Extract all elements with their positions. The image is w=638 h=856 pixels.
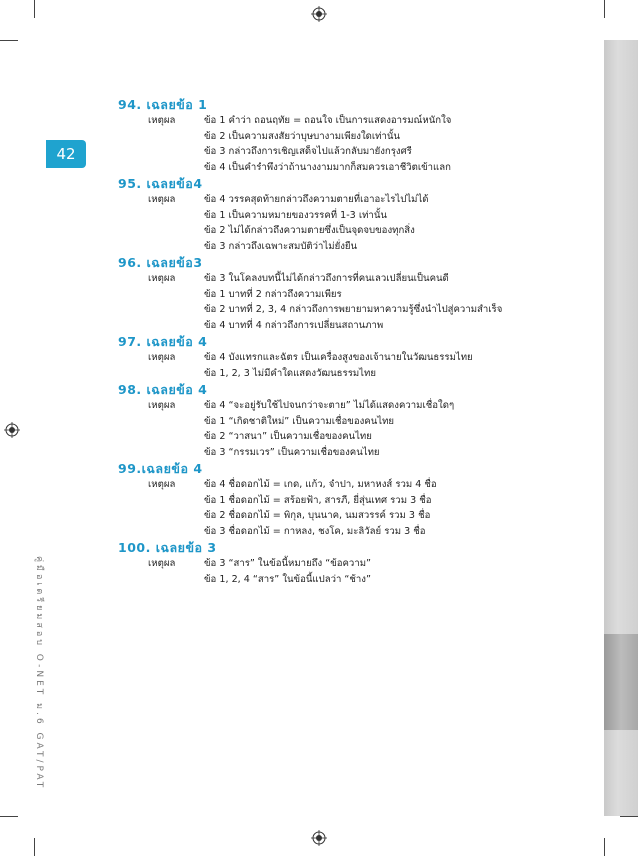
reason-label: เหตุผล bbox=[148, 273, 176, 284]
explanation-text: ข้อ 4 ชื่อดอกไม้ = เกด, แก้ว, จำปา, มหาหงส์ รวม 4 ชื่อ bbox=[204, 479, 437, 490]
answer-block bbox=[118, 96, 588, 175]
crop-mark bbox=[604, 0, 605, 18]
answer-block bbox=[118, 333, 588, 381]
explanation-text: ข้อ 2 เป็นความสงสัยว่าบุษบางามเพียงใดเท่านั้น bbox=[204, 130, 400, 142]
answer-heading: 94. เฉลยข้อ 1 bbox=[118, 97, 208, 112]
explanation-line bbox=[118, 429, 588, 445]
answer-heading: 95. เฉลยข้อ4 bbox=[118, 176, 203, 191]
explanation-line bbox=[118, 508, 588, 524]
explanation-text: ข้อ 4 บังแทรกและฉัตร เป็นเครื่องสูงของเจ้านายในวัฒนธรรมไทย bbox=[204, 352, 473, 363]
explanation-text: ข้อ 1, 2, 3 ไม่มีคำใดแสดงวัฒนธรรมไทย bbox=[204, 367, 376, 379]
answer-list bbox=[118, 96, 588, 587]
page-edge-strip bbox=[604, 40, 638, 816]
reason-label: เหตุผล bbox=[148, 479, 176, 490]
explanation-line bbox=[118, 239, 588, 255]
explanation-text: ข้อ 3 กล่าวถึงการเชิญเสด็จไปแล้วกลับมายังกรุงศรี bbox=[204, 146, 412, 157]
explanation-line bbox=[118, 113, 588, 129]
edge-band bbox=[604, 634, 638, 730]
crop-mark bbox=[604, 838, 605, 856]
explanation-text: ข้อ 2 ไม่ได้กล่าวถึงความตายซึ่งเป็นจุดจบของทุกสิ่ง bbox=[204, 225, 415, 236]
crop-mark bbox=[620, 816, 638, 817]
answer-heading: 99.เฉลยข้อ 4 bbox=[118, 461, 203, 476]
explanation-line bbox=[118, 223, 588, 239]
explanation-line bbox=[118, 302, 588, 318]
explanation-line bbox=[118, 350, 588, 366]
answer-block bbox=[118, 539, 588, 587]
explanation-line bbox=[118, 477, 588, 493]
explanation-text: ข้อ 1, 2, 4 “สาร” ในข้อนี้แปลว่า “ช้าง” bbox=[204, 573, 371, 585]
explanation-line bbox=[118, 556, 588, 572]
explanation-text: ข้อ 2 บาทที่ 2, 3, 4 กล่าวถึงการพยายามหาความรู้ซึ่งนำไปสู่ความสำเร็จ bbox=[204, 304, 503, 315]
reason-label: เหตุผล bbox=[148, 352, 176, 363]
registration-mark-icon bbox=[311, 6, 327, 22]
explanation-line bbox=[118, 524, 588, 540]
explanation-line bbox=[118, 271, 588, 287]
explanation-text: ข้อ 3 กล่าวถึงเฉพาะสมบัติว่าไม่ยั่งยืน bbox=[204, 240, 358, 252]
explanation-line bbox=[118, 208, 588, 224]
answer-heading: 100. เฉลยข้อ 3 bbox=[118, 540, 217, 555]
registration-mark-icon bbox=[4, 422, 20, 438]
explanation-text: ข้อ 1 เป็นความหมายของวรรคที่ 1-3 เท่านั้น bbox=[204, 209, 387, 221]
reason-label: เหตุผล bbox=[148, 194, 176, 205]
reason-label: เหตุผล bbox=[148, 400, 176, 411]
page-number: 42 bbox=[46, 140, 86, 168]
explanation-line bbox=[118, 493, 588, 509]
explanation-text: ข้อ 3 “สาร” ในข้อนี้หมายถึง “ข้อความ” bbox=[204, 558, 372, 569]
explanation-line bbox=[118, 318, 588, 334]
explanation-line bbox=[118, 287, 588, 303]
explanation-text: ข้อ 4 วรรคสุดท้ายกล่าวถึงความตายที่เอาอะไรไปไม่ได้ bbox=[204, 194, 429, 205]
explanation-line bbox=[118, 445, 588, 461]
registration-mark-icon bbox=[311, 830, 327, 846]
explanation-text: ข้อ 4 เป็นคำรำพึงว่าถ้านางงามมากก็สมควรเอาชีวิตเข้าแลก bbox=[204, 161, 451, 173]
explanation-text: ข้อ 4 “จะอยู่รับใช้ไปจนกว่าจะตาย” ไม่ได้แสดงความเชื่อใดๆ bbox=[204, 400, 455, 411]
explanation-text: ข้อ 1 ชื่อดอกไม้ = สร้อยฟ้า, สารภี, ยี่สุ่นเทศ รวม 3 ชื่อ bbox=[204, 494, 432, 506]
answer-heading: 96. เฉลยข้อ3 bbox=[118, 255, 203, 270]
answer-block bbox=[118, 254, 588, 333]
reason-label: เหตุผล bbox=[148, 115, 176, 126]
explanation-line bbox=[118, 192, 588, 208]
explanation-text: ข้อ 3 “กรรมเวร” เป็นความเชื่อของคนไทย bbox=[204, 446, 380, 458]
crop-mark bbox=[34, 838, 35, 856]
crop-mark bbox=[0, 816, 18, 817]
explanation-text: ข้อ 2 ชื่อดอกไม้ = พิกุล, บุนนาค, นมสวรรค์ รวม 3 ชื่อ bbox=[204, 510, 431, 521]
explanation-text: ข้อ 3 ในโคลงบทนี้ไม่ได้กล่าวถึงการที่คนเลวเปลี่ยนเป็นคนดี bbox=[204, 273, 449, 284]
book-title-vertical: คู่มือเตรียมสอบ O-NET ม.6 GAT/PAT bbox=[34, 556, 44, 791]
answer-block bbox=[118, 381, 588, 460]
answer-block bbox=[118, 175, 588, 254]
explanation-text: ข้อ 1 คำว่า ถอนฤทัย = ถอนใจ เป็นการแสดงอารมณ์หนักใจ bbox=[204, 115, 452, 126]
reason-label: เหตุผล bbox=[148, 558, 176, 569]
answer-block bbox=[118, 460, 588, 539]
crop-mark bbox=[34, 0, 35, 18]
explanation-line bbox=[118, 144, 588, 160]
answer-heading: 98. เฉลยข้อ 4 bbox=[118, 382, 208, 397]
explanation-line bbox=[118, 572, 588, 588]
explanation-text: ข้อ 3 ชื่อดอกไม้ = กาหลง, ชงโค, มะลิวัลย์ รวม 3 ชื่อ bbox=[204, 525, 426, 537]
explanation-text: ข้อ 1 บาทที่ 2 กล่าวถึงความเพียร bbox=[204, 288, 342, 300]
explanation-text: ข้อ 4 บาทที่ 4 กล่าวถึงการเปลี่ยนสถานภาพ bbox=[204, 319, 384, 331]
explanation-text: ข้อ 2 “วาสนา” เป็นความเชื่อของคนไทย bbox=[204, 431, 372, 442]
explanation-text: ข้อ 1 “เกิดชาติใหม่” เป็นความเชื่อของคนไทย bbox=[204, 415, 395, 427]
crop-mark bbox=[0, 40, 18, 41]
explanation-line bbox=[118, 398, 588, 414]
explanation-line bbox=[118, 129, 588, 145]
explanation-line bbox=[118, 366, 588, 382]
answer-heading: 97. เฉลยข้อ 4 bbox=[118, 334, 208, 349]
explanation-line bbox=[118, 414, 588, 430]
explanation-line bbox=[118, 160, 588, 176]
